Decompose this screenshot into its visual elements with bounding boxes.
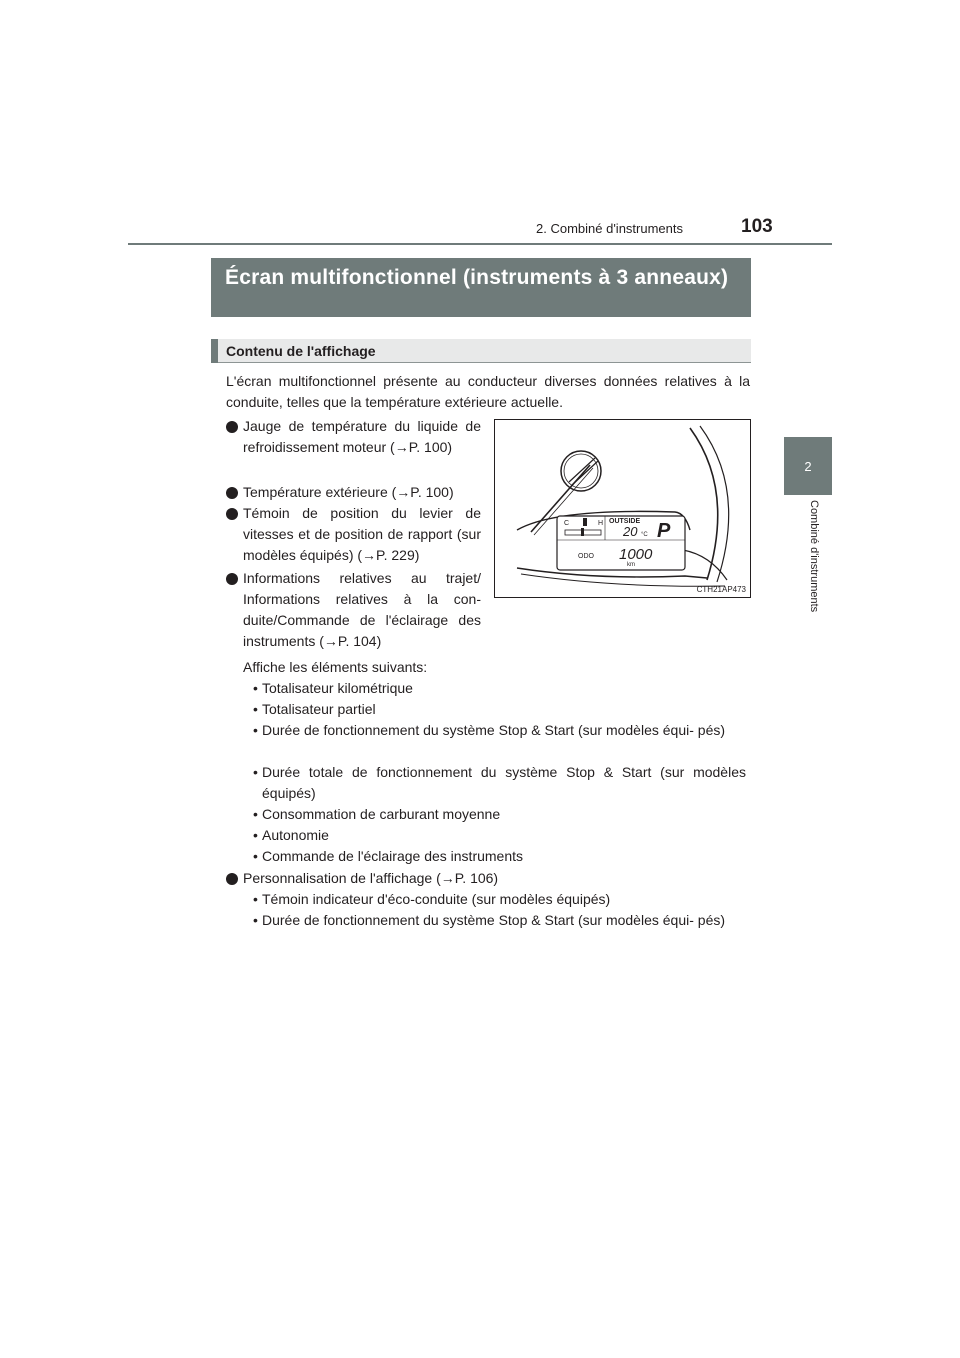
- coolant-temp-icon: [583, 518, 587, 526]
- chapter-tab: [784, 437, 832, 495]
- header-section-title: 2. Combiné d'instruments: [536, 221, 683, 236]
- bullet-dot: [226, 487, 238, 499]
- section-title-box: [211, 258, 751, 317]
- bullet-outside-temp: Température extérieure (→P. 100): [243, 484, 454, 500]
- outside-temp-value: 20: [623, 524, 638, 539]
- bullet-coolant-gauge: Jauge de température du liquide de refroidissement moteur (→P. 100): [243, 418, 481, 455]
- odo-value: 1000: [619, 546, 653, 563]
- odo-unit: km: [627, 562, 635, 568]
- chapter-tab-number: 2: [804, 458, 812, 474]
- bullet-shift-position: Témoin de position du levier de vitesses et de position de rapport (sur modèles équipés) (→P. 229): [243, 505, 481, 563]
- trip-info-intro: Affiche les éléments suivants:: [243, 659, 428, 675]
- outside-temp-unit: °C: [641, 532, 648, 538]
- subheading-box: [211, 339, 751, 363]
- bullet-dot: [226, 873, 238, 885]
- temp-gauge-h: H: [598, 520, 604, 527]
- instrument-cluster-illustration: [495, 420, 752, 599]
- bullet-dot: [226, 508, 238, 520]
- odo-label: ODO: [578, 553, 594, 560]
- outside-label: OUTSIDE: [609, 518, 641, 525]
- bullet-display-customization: Personnalisation de l'affichage (→P. 106): [243, 870, 499, 886]
- section-title: Écran multifonctionnel (instruments à 3 anneaux): [225, 266, 729, 289]
- subheading-bar: [211, 339, 218, 363]
- page-number: 103: [741, 216, 773, 237]
- bullet-dot: [226, 573, 238, 585]
- temp-gauge-c: C: [564, 520, 570, 527]
- chapter-tab-label: Combiné d'instruments: [808, 500, 820, 613]
- intro-paragraph: L'écran multifonctionnel présente au conducteur diverses données relatives à la conduite, telles que la température extérieure actuelle.: [226, 373, 750, 410]
- gear-indicator: P: [657, 520, 671, 542]
- header-rule: [128, 243, 832, 245]
- figure-code: CTH21AP473: [696, 585, 746, 594]
- bullet-dot: [226, 421, 238, 433]
- bullet-trip-info: Informations relatives au trajet/ Informations relatives à la con- duite/Commande de l'éclairage des instruments (→P. 104): [243, 570, 481, 649]
- subheading: Contenu de l'affichage: [226, 343, 376, 359]
- instrument-cluster-figure: [494, 419, 751, 598]
